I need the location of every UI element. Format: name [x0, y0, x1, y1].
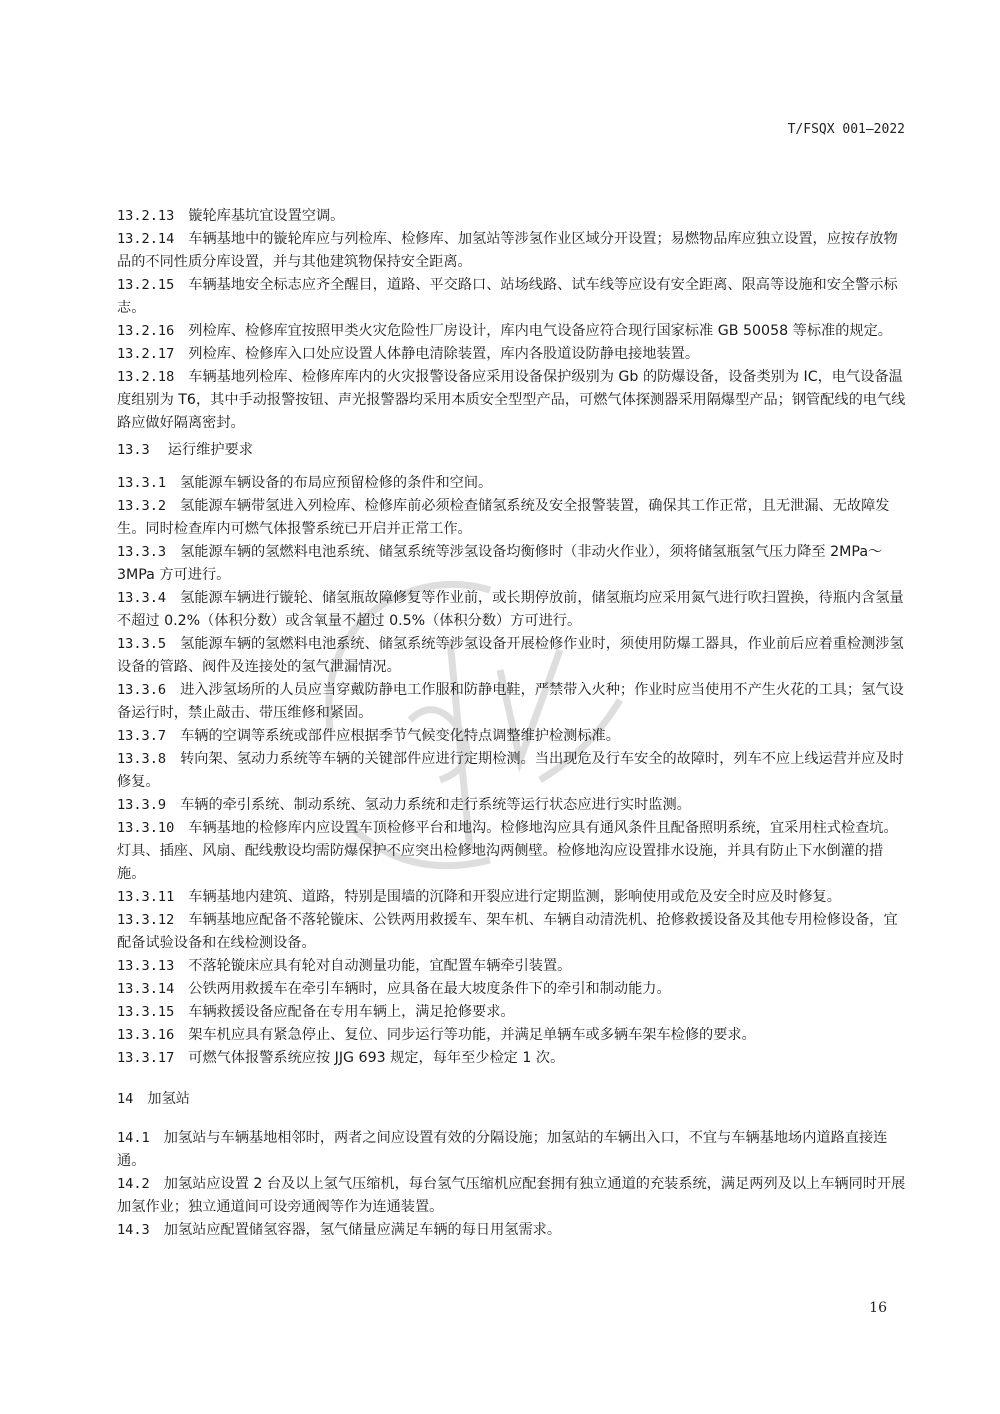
clause-text: 可燃气体报警系统应按 JJG 693 规定，每年至少检定 1 次。 [188, 1050, 565, 1066]
clause-text: 列检库、检修库入口处应设置人体静电清除装置，库内各股道设防静电接地装置。 [188, 346, 700, 362]
clause-number: 13.3.3 [117, 544, 167, 560]
document-code: T/FSQX 001—2022 [787, 122, 905, 137]
clause-number: 13.3.15 [117, 1004, 175, 1020]
clause-number: 13.3.14 [117, 981, 175, 997]
clause-text: 公铁两用救援车在牵引车辆时，应具备在最大坡度条件下的牵引和制动能力。 [188, 981, 671, 997]
clause-number: 13.2.18 [117, 369, 175, 385]
clause-text: 加氢站与车辆基地相邻时，两者之间应设置有效的分隔设施；加氢站的车辆出入口，不宜与车辆基地场内道路直接连通。 [117, 1130, 888, 1169]
clause-text: 车辆基地中的镟轮库应与列检库、检修库、加氢站等涉氢作业区域分开设置；易燃物品库应独立设置，应按存放物品的不同性质分库设置，并与其他建筑物保持安全距离。 [117, 231, 898, 270]
clause-text: 进入涉氢场所的人员应当穿戴防静电工作服和防静电鞋，严禁带入火种；作业时应当使用不产生火花的工具；氢气设备运行时，禁止敲击、带压维修和紧固。 [117, 682, 904, 721]
clause-text: 镟轮库基坑宜设置空调。 [188, 208, 345, 224]
clause-text: 氢能源车辆的氢燃料电池系统、储氢系统等涉氢设备均衡修时（非动火作业），须将储氢瓶氢气压力降至 2MPa～3MPa 方可进行。 [117, 544, 883, 583]
clause-number: 14.1 [117, 1130, 150, 1146]
clause-paragraph [117, 205, 907, 228]
clause-text: 加氢站应配置储氢容器，氢气储量应满足车辆的每日用氢需求。 [163, 1222, 562, 1238]
clause-paragraph [117, 228, 907, 274]
clause-paragraph [117, 955, 907, 978]
clause-text: 运行维护要求 [167, 442, 253, 458]
clause-text: 加氢站 [147, 1091, 190, 1107]
clause-text: 转向架、氢动力系统等车辆的关键部件应进行定期检测。当出现危及行车安全的故障时，列车不应上线运营并应及时修复。 [117, 751, 904, 790]
clause-number: 13.3.7 [117, 728, 167, 744]
clause-number: 13.3.1 [117, 475, 167, 491]
clause-number: 13.3.6 [117, 682, 167, 698]
clause-number: 13.3.8 [117, 751, 167, 767]
clause-paragraph [117, 817, 907, 886]
clause-text: 不落轮镟床应具有轮对自动测量功能，宜配置车辆牵引装置。 [188, 958, 572, 974]
clause-text: 车辆救援设备应配备在专用车辆上，满足抢修要求。 [188, 1004, 515, 1020]
clause-paragraph [117, 541, 907, 587]
clause-text: 氢能源车辆进行镟轮、储氢瓶故障修复等作业前，或长期停放前，储氢瓶均应采用氮气进行吹扫置换，待瓶内含氢量不超过 0.2%（体积分数）或含氧量不超过 0.5%（体积分数）方可进行。 [117, 590, 904, 629]
clause-number: 13.3.17 [117, 1050, 175, 1066]
clause-paragraph [117, 472, 907, 495]
clause-paragraph [117, 1047, 907, 1070]
clause-number: 14.3 [117, 1222, 150, 1238]
clause-paragraph [117, 679, 907, 725]
clause-text: 车辆基地应配备不落轮镟床、公铁两用救援车、架车机、车辆自动清洗机、抢修救援设备及其他专用检修设备，宜配备试验设备和在线检测设备。 [117, 912, 898, 951]
section-heading [117, 439, 907, 462]
clause-number: 13.3.12 [117, 912, 175, 928]
clause-number: 13.3 [117, 442, 150, 458]
clause-paragraph [117, 978, 907, 1001]
clause-paragraph [117, 1127, 907, 1173]
clause-text: 车辆的空调等系统或部件应根据季节气候变化特点调整维护检测标准。 [180, 728, 620, 744]
clause-paragraph [117, 886, 907, 909]
clause-text: 车辆的牵引系统、制动系统、氢动力系统和走行系统等运行状态应进行实时监测。 [180, 797, 691, 813]
clause-number: 14.2 [117, 1176, 150, 1192]
clause-paragraph [117, 1219, 907, 1242]
clause-paragraph [117, 320, 907, 343]
clause-text: 氢能源车辆带氢进入列检库、检修库前必须检查储氢系统及安全报警装置，确保其工作正常，且无泄漏、无故障发生。同时检查库内可燃气体报警系统已开启并正常工作。 [117, 498, 890, 537]
clause-number: 13.3.9 [117, 797, 167, 813]
clause-number: 13.3.16 [117, 1027, 175, 1043]
page-number: 16 [869, 1300, 887, 1316]
clause-number: 13.3.5 [117, 636, 167, 652]
clause-text: 列检库、检修库宜按照甲类火灾危险性厂房设计，库内电气设备应符合现行国家标准 GB 50058 等标准的规定。 [188, 323, 892, 339]
chapter-heading [117, 1088, 907, 1111]
clause-number: 13.2.14 [117, 231, 175, 247]
clause-paragraph [117, 909, 907, 955]
clause-text: 加氢站应设置 2 台及以上氢气压缩机，每台氢气压缩机应配套拥有独立通道的充装系统，满足两列及以上车辆同时开展加氢作业；独立通道间可设旁通阀等作为连通装置。 [117, 1176, 906, 1215]
clause-number: 13.3.4 [117, 590, 167, 606]
clause-number: 13.2.13 [117, 208, 175, 224]
clause-number: 14 [117, 1091, 134, 1107]
clause-paragraph [117, 725, 907, 748]
clause-text: 氢能源车辆的氢燃料电池系统、储氢系统等涉氢设备开展检修作业时，须使用防爆工器具，作业前后应着重检测涉氢设备的管路、阀件及连接处的氢气泄漏情况。 [117, 636, 904, 675]
clause-number: 13.2.15 [117, 277, 175, 293]
clause-number: 13.3.11 [117, 889, 175, 905]
clause-number: 13.2.17 [117, 346, 175, 362]
clause-paragraph [117, 633, 907, 679]
clause-text: 氢能源车辆设备的布局应预留检修的条件和空间。 [180, 475, 493, 491]
clause-paragraph [117, 794, 907, 817]
clause-text: 车辆基地的检修库内应设置车顶检修平台和地沟。检修地沟应具有通风条件且配备照明系统，宜采用柱式检查坑。灯具、插座、风扇、配线敷设均需防爆保护不应突出检修地沟两侧壁。检修地沟应设置排水设施，并具有防止下水倒灌的措施。 [117, 820, 898, 882]
clause-paragraph [117, 274, 907, 320]
clause-number: 13.3.13 [117, 958, 175, 974]
clause-paragraph [117, 1173, 907, 1219]
clause-paragraph [117, 748, 907, 794]
clause-paragraph [117, 495, 907, 541]
clause-paragraph [117, 587, 907, 633]
clause-text: 车辆基地列检库、检修库库内的火灾报警设备应采用设备保护级别为 Gb 的防爆设备，设备类别为 IC，电气设备温度组别为 T6，其中手动报警按钮、声光报警器均采用本质安全型型产品，可燃气体探测器采用隔爆型产品；钢管配线的电气线路应做好隔离密封。 [117, 369, 906, 431]
clause-number: 13.3.10 [117, 820, 175, 836]
document-body [117, 205, 907, 1242]
clause-paragraph [117, 1024, 907, 1047]
clause-text: 车辆基地内建筑、道路，特别是围墙的沉降和开裂应进行定期监测，影响使用或危及安全时应及时修复。 [188, 889, 841, 905]
clause-text: 架车机应具有紧急停止、复位、同步运行等功能，并满足单辆车或多辆车架车检修的要求。 [188, 1027, 756, 1043]
clause-paragraph [117, 366, 907, 435]
clause-text: 车辆基地安全标志应齐全醒目，道路、平交路口、站场线路、试车线等应设有安全距离、限高等设施和安全警示标志。 [117, 277, 898, 316]
clause-paragraph [117, 343, 907, 366]
clause-paragraph [117, 1001, 907, 1024]
clause-number: 13.3.2 [117, 498, 167, 514]
clause-number: 13.2.16 [117, 323, 175, 339]
